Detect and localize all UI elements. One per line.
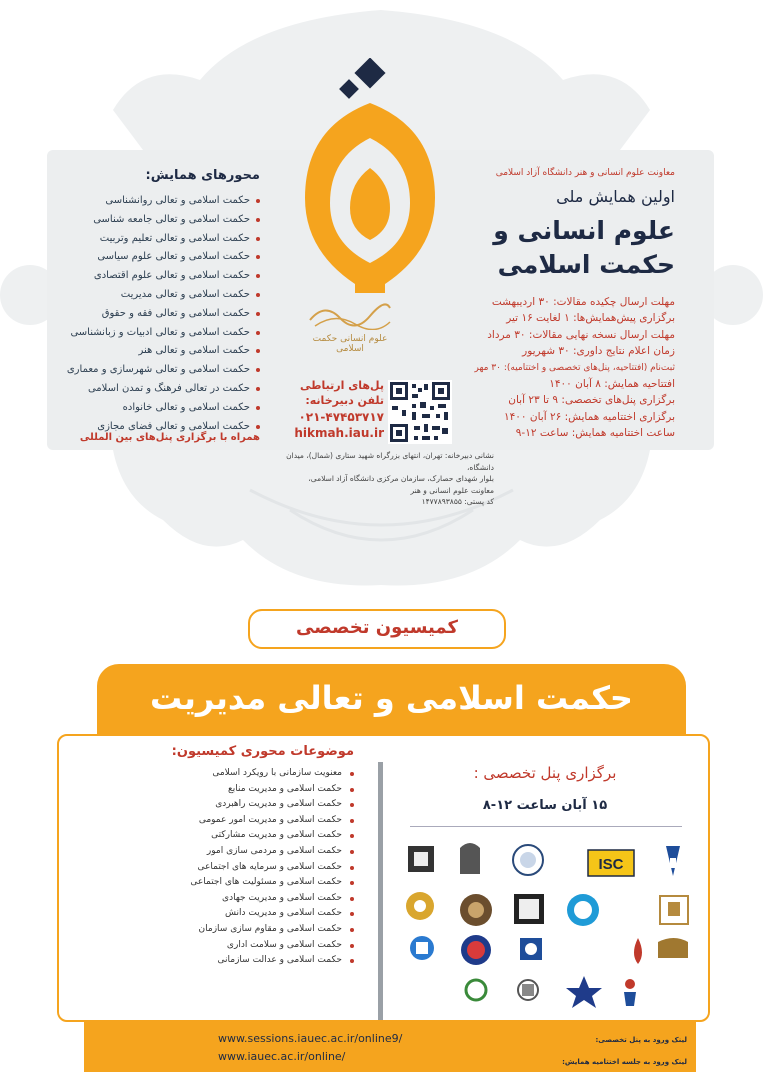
panel-link-label: لینک ورود به پنل تخصصی: (595, 1036, 687, 1044)
topic-item: حکمت اسلامی و عدالت سازمانی (130, 953, 354, 969)
iran-emblem-logo-icon (634, 938, 642, 964)
topic-item: حکمت اسلامی و مردمی سازی امور (130, 844, 354, 860)
date-item: ثبت‌نام (افتتاحیه، پنل‌های تخصصی و اختتامیه): ۳۰ مهر (474, 362, 675, 373)
isc-logo-text: ISC (598, 856, 624, 873)
contact-phone: ۰۲۱-۴۷۴۵۳۷۱۷ (298, 410, 384, 424)
logo-caption: علوم انسانی حکمت اسلامی (312, 334, 388, 354)
topic-item: حکمت اسلامی و سلامت اداری (130, 938, 354, 954)
panel-link[interactable]: www.sessions.iauec.ac.ir/online9/ (218, 1032, 403, 1045)
panel-title: برگزاری پنل تخصصی : (473, 764, 617, 782)
blue-badge-logo-icon (410, 936, 434, 960)
date-item: ساعت اختتامیه همایش: ساعت ۱۲-۹ (515, 427, 675, 440)
tehran-university-logo-icon (408, 846, 434, 872)
axis-item: حکمت اسلامی و تعالی فضای مجازی (62, 418, 260, 437)
topic-item: حکمت اسلامی و مدیریت مشارکتی (130, 828, 354, 844)
international-panels-note: همراه با برگزاری پنل‌های بین المللی (79, 432, 260, 443)
education-logo-icon (520, 938, 542, 960)
axes-title: محورهای همایش: (145, 168, 260, 183)
date-item: برگزاری پیش‌همایش‌ها: ۱ لغایت ۱۶ تیر (506, 312, 675, 325)
closing-link[interactable]: www.iauec.ac.ir/online/ (218, 1050, 346, 1063)
calligraphy-box-logo-icon (514, 894, 544, 924)
person-logo-icon (624, 979, 636, 1006)
azad-university-logo-icon (666, 846, 680, 876)
topic-item: حکمت اسلامی و مدیریت راهبردی (130, 797, 354, 813)
axis-item: حکمت اسلامی و تعالی شهرسازی و معماری (62, 361, 260, 380)
red-circle-logo-icon (461, 935, 491, 965)
sun-logo-icon (406, 892, 434, 920)
green-circle-logo-icon (466, 980, 486, 1000)
axis-item: حکمت اسلامی و تعالی روانشناسی (62, 192, 260, 211)
axis-item: حکمت اسلامی و تعالی فقه و حقوق (62, 305, 260, 324)
address-line: بلوار شهدای حصارک، سازمان مرکزی دانشگاه آزاد اسلامی، (308, 474, 494, 483)
axis-item: حکمت اسلامی و تعالی علوم سیاسی (62, 248, 260, 267)
qr-code-icon[interactable] (388, 380, 452, 444)
title-line-1: علوم انسانی و (493, 216, 675, 245)
axis-item: حکمت اسلامی و تعالی ادبیات و زبانشناسی (62, 324, 260, 343)
conference-line: اولین همایش ملی (556, 187, 675, 206)
axis-item: حکمت در تعالی فرهنگ و تمدن اسلامی (62, 380, 260, 399)
date-item: افتتاحیه همایش: ۸ آبان ۱۴۰۰ (549, 378, 675, 391)
topic-item: حکمت اسلامی و مسئولیت های اجتماعی (130, 875, 354, 891)
partner-logos (398, 838, 694, 1014)
important-dates (435, 294, 675, 442)
panel-rule (410, 826, 682, 827)
emblem-logo-icon (513, 845, 543, 875)
topic-item: حکمت اسلامی و مدیریت دانش (130, 906, 354, 922)
axis-item: حکمت اسلامی و تعالی تعلیم وتربیت (62, 230, 260, 249)
organizer-text: معاونت علوم انسانی و هنر دانشگاه آزاد اسلامی (495, 168, 675, 178)
isc-logo-icon (588, 850, 634, 876)
address-line: کد پستی: ۱۴۷۷۸۹۳۸۵۵ (421, 497, 494, 506)
section-divider (378, 762, 383, 1020)
panel-time: ۱۵ آبان ساعت ۱۲-۸ (482, 798, 608, 813)
contact-block (276, 378, 384, 408)
wheel-logo-icon (460, 894, 492, 926)
ornament-logo-icon (658, 938, 688, 958)
calligraphy-icon (305, 298, 395, 330)
contact-website[interactable]: hikmah.iau.ir (294, 426, 384, 440)
date-item: مهلت ارسال چکیده مقالات: ۳۰ اردیبهشت (491, 296, 675, 308)
address-line: نشانی دبیرخانه: تهران، انتهای بزرگراه شهید ستاری (شمال)، میدان دانشگاه، (286, 451, 494, 472)
topic-item: معنویت سازمانی با رویکرد اسلامی (130, 766, 354, 782)
seal-logo-icon (660, 896, 688, 924)
closing-link-label: لینک ورود به جلسه اختتامیه همایش: (562, 1058, 687, 1066)
date-item: برگزاری پنل‌های تخصصی: ۹ تا ۲۳ آبان (508, 394, 675, 407)
date-item: برگزاری اختتامیه همایش: ۲۶ آبان ۱۴۰۰ (503, 410, 675, 423)
contact-label: تلفن دبیرخانه: (305, 394, 384, 407)
blue-circle-logo-icon (567, 894, 599, 926)
axes-list (62, 192, 260, 436)
mosque-logo-icon (460, 843, 480, 874)
logo-calligraphy (305, 298, 395, 354)
topics-list (130, 766, 354, 969)
conference-logo-icon (295, 58, 445, 298)
topic-item: حکمت اسلامی و مقاوم سازی سازمان (130, 922, 354, 938)
axis-item: حکمت اسلامی و تعالی خانواده (62, 399, 260, 418)
topic-item: حکمت اسلامی و مدیریت منابع (130, 782, 354, 798)
commission-title: حکمت اسلامی و تعالی مدیریت (97, 664, 686, 734)
ornament-logo-icon (518, 980, 538, 1000)
address-line: معاونت علوم انسانی و هنر (410, 485, 494, 495)
date-item: زمان اعلام نتایج داوری: ۳۰ شهریور (522, 345, 675, 358)
topic-item: حکمت اسلامی و مدیریت جهادی (130, 891, 354, 907)
topic-item: حکمت اسلامی و مدیریت امور عمومی (130, 813, 354, 829)
conference-title (435, 214, 675, 282)
title-line-2: حکمت اسلامی (497, 250, 675, 279)
axis-item: حکمت اسلامی و تعالی جامعه شناسی (62, 211, 260, 230)
axis-item: حکمت اسلامی و تعالی علوم اقتصادی (62, 267, 260, 286)
topic-item: حکمت اسلامی و سرمایه های اجتماعی (130, 860, 354, 876)
star-logo-icon (566, 976, 602, 1008)
secretariat-address (262, 450, 494, 508)
commission-label: کمیسیون تخصصی (248, 609, 506, 649)
date-item: مهلت ارسال نسخه نهایی مقالات: ۳۰ مرداد (487, 328, 675, 341)
topics-title: موضوعات محوری کمیسیون: (171, 744, 354, 759)
contact-title: پل‌های ارتباطی (300, 379, 384, 392)
axis-item: حکمت اسلامی و تعالی هنر (62, 342, 260, 361)
axis-item: حکمت اسلامی و تعالی مدیریت (62, 286, 260, 305)
